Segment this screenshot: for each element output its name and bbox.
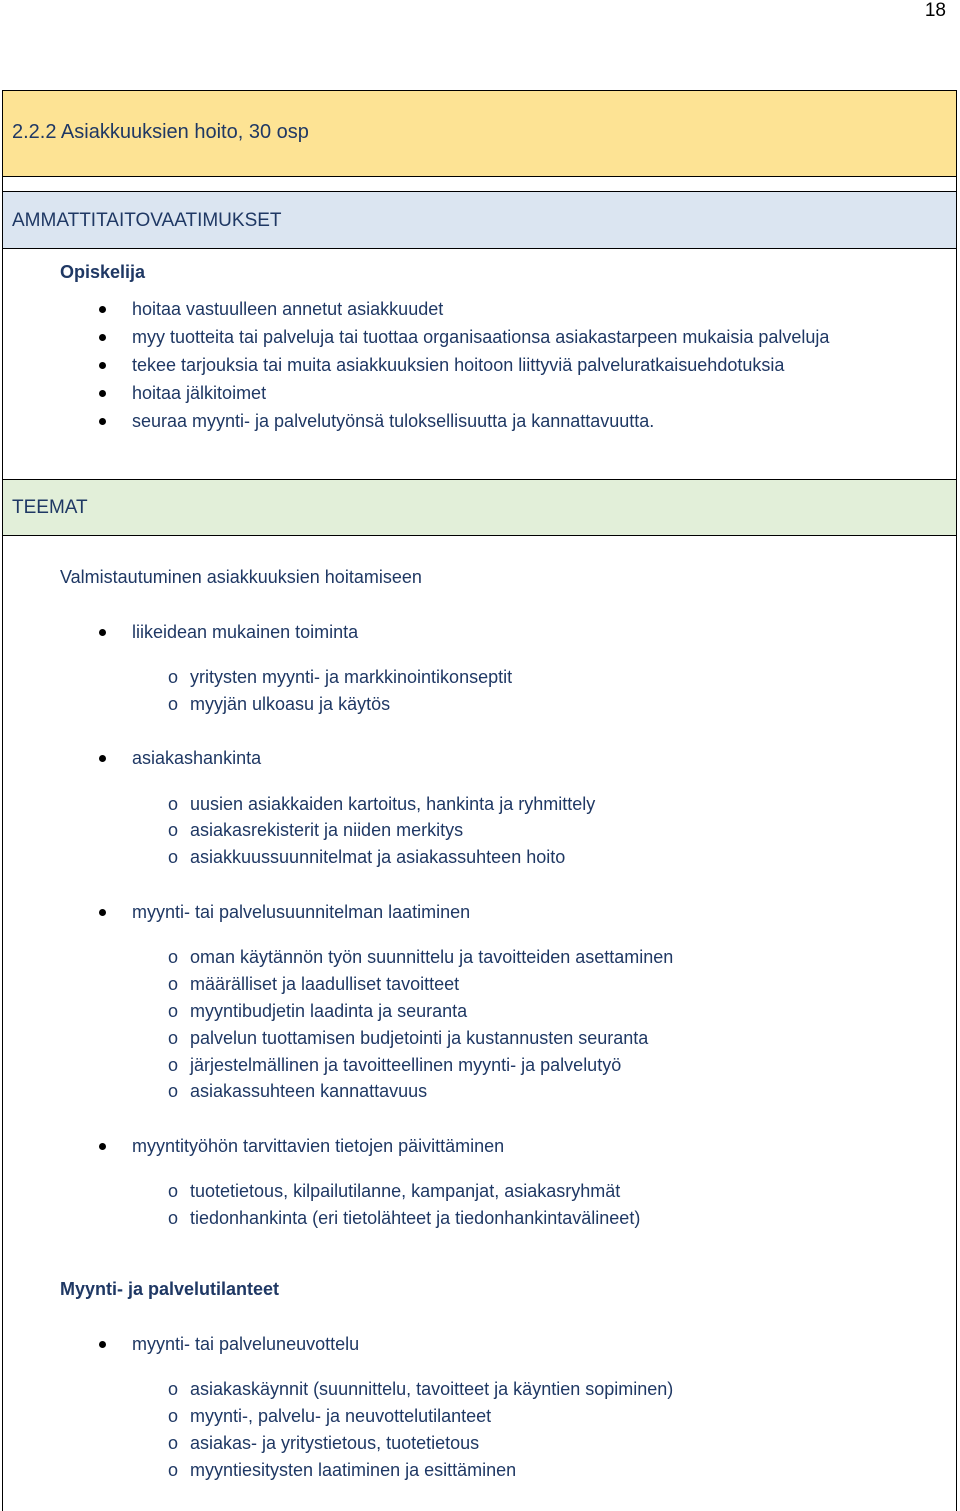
page-number: 18 <box>924 0 946 21</box>
bullet-icon <box>99 629 106 636</box>
bullet-icon <box>99 306 106 313</box>
requirement-item: hoitaa vastuulleen annetut asiakkuudet <box>132 299 444 319</box>
ammatti-heading: AMMATTITAITOVAATIMUKSET <box>12 210 282 231</box>
sub-bullet-marker: o <box>168 1208 179 1228</box>
theme-group-label: myynti- tai palveluneuvottelu <box>132 1334 360 1354</box>
theme-sub-item: asiakasrekisterit ja niiden merkitys <box>190 820 464 840</box>
sub-bullet-marker: o <box>168 1406 179 1426</box>
bullet-icon <box>99 1143 106 1150</box>
theme-title: Myynti- ja palvelutilanteet <box>60 1279 280 1299</box>
spacer-row <box>3 177 956 192</box>
sub-bullet-marker: o <box>168 694 179 714</box>
sub-bullet-marker: o <box>168 1055 179 1075</box>
requirement-item: tekee tarjouksia tai muita asiakkuuksien hoitoon liittyviä palveluratkaisuehdotuksia <box>132 355 785 375</box>
sub-bullet-marker: o <box>168 794 179 814</box>
sub-bullet-marker: o <box>168 1460 179 1480</box>
bullet-icon <box>99 755 106 762</box>
requirement-item: myy tuotteita tai palveluja tai tuottaa organisaationsa asiakastarpeen mukaisia palveluja <box>132 327 830 347</box>
theme-sub-item: myynti-, palvelu- ja neuvottelutilanteet <box>190 1406 492 1426</box>
bullet-icon <box>99 334 106 341</box>
theme-group-label: myynti- tai palvelusuunnitelman laatiminen <box>132 902 471 922</box>
teemat-band <box>3 479 956 536</box>
theme-sub-item: oman käytännön työn suunnittelu ja tavoitteiden asettaminen <box>190 947 674 967</box>
theme-sub-item: myyntibudjetin laadinta ja seuranta <box>190 1001 468 1021</box>
theme-sub-item: myyntiesitysten laatiminen ja esittäminen <box>190 1460 517 1480</box>
bullet-icon <box>99 362 106 369</box>
sub-bullet-marker: o <box>168 1028 179 1048</box>
theme-sub-item: asiakkuussuunnitelmat ja asiakassuhteen hoito <box>190 847 566 867</box>
section-title: 2.2.2 Asiakkuuksien hoito, 30 osp <box>12 121 309 143</box>
theme-group-label: liikeidean mukainen toiminta <box>132 622 359 642</box>
bullet-icon <box>99 390 106 397</box>
sub-bullet-marker: o <box>168 974 179 994</box>
theme-sub-item: asiakaskäynnit (suunnittelu, tavoitteet ja käyntien sopiminen) <box>190 1379 674 1399</box>
theme-sub-item: tiedonhankinta (eri tietolähteet ja tiedonhankintavälineet) <box>190 1208 641 1228</box>
sub-bullet-marker: o <box>168 820 179 840</box>
sub-bullet-marker: o <box>168 667 179 687</box>
theme-sub-item: asiakas- ja yritystietous, tuotetietous <box>190 1433 480 1453</box>
bullet-icon <box>99 1341 106 1348</box>
bullet-icon <box>99 909 106 916</box>
theme-sub-item: määrälliset ja laadulliset tavoitteet <box>190 974 460 994</box>
sub-bullet-marker: o <box>168 847 179 867</box>
theme-group-label: myyntityöhön tarvittavien tietojen päivittäminen <box>132 1136 505 1156</box>
sub-bullet-marker: o <box>168 1379 179 1399</box>
sub-bullet-marker: o <box>168 1181 179 1201</box>
theme-group-label: asiakashankinta <box>132 748 262 768</box>
sub-bullet-marker: o <box>168 1081 179 1101</box>
bullet-icon <box>99 418 106 425</box>
sub-bullet-marker: o <box>168 1001 179 1021</box>
theme-sub-item: palvelun tuottamisen budjetointi ja kustannusten seuranta <box>190 1028 649 1048</box>
sub-bullet-marker: o <box>168 947 179 967</box>
requirement-item: hoitaa jälkitoimet <box>132 383 267 403</box>
theme-sub-item: tuotetietous, kilpailutilanne, kampanjat, asiakasryhmät <box>190 1181 621 1201</box>
theme-sub-item: myyjän ulkoasu ja käytös <box>190 694 391 714</box>
theme-sub-item: yritysten myynti- ja markkinointikonseptit <box>190 667 513 687</box>
theme-sub-item: järjestelmällinen ja tavoitteellinen myynti- ja palvelutyö <box>190 1055 622 1075</box>
theme-sub-item: asiakassuhteen kannattavuus <box>190 1081 428 1101</box>
teemat-heading: TEEMAT <box>12 497 88 518</box>
opiskelija-label: Opiskelija <box>60 262 146 282</box>
theme-title: Valmistautuminen asiakkuuksien hoitamiseen <box>60 567 422 587</box>
theme-sub-item: uusien asiakkaiden kartoitus, hankinta ja ryhmittely <box>190 794 596 814</box>
section-title-band <box>3 91 956 177</box>
requirement-item: seuraa myynti- ja palvelutyönsä tuloksellisuutta ja kannattavuutta. <box>132 411 655 431</box>
sub-bullet-marker: o <box>168 1433 179 1453</box>
ammatti-band <box>3 192 956 249</box>
